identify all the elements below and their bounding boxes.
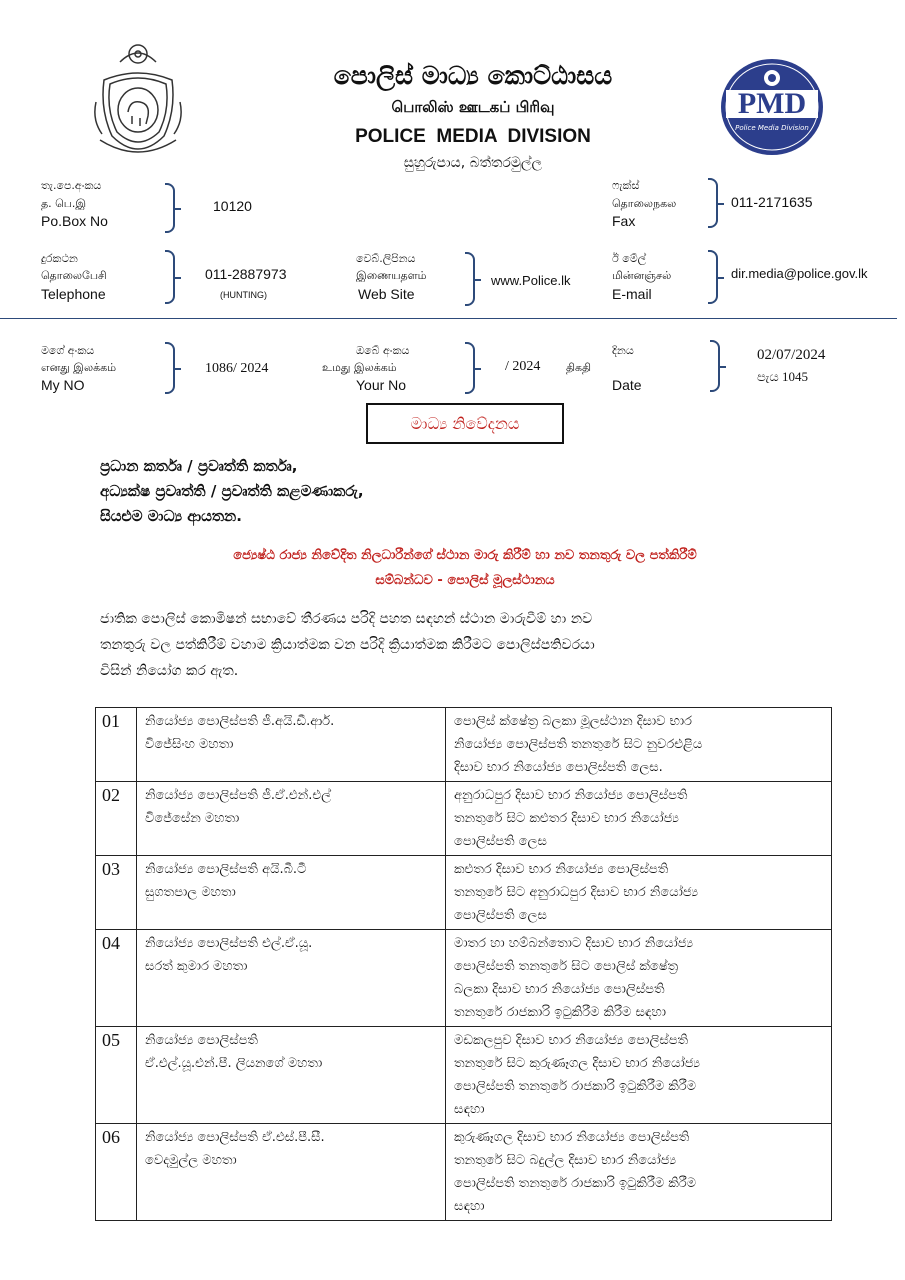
officer-name-line: නියෝජ්‍ය පොලිස්පති අයි.බී.ටී xyxy=(145,862,307,877)
website-value[interactable]: www.Police.lk xyxy=(491,273,571,288)
officer-name-cell xyxy=(137,1027,446,1124)
order-number: 06 xyxy=(96,1124,137,1221)
order-number: 03 xyxy=(96,856,137,930)
table-row xyxy=(96,1027,832,1124)
officer-name-line: විජේසිංහ මහතා xyxy=(145,737,234,752)
my-no-label-si: මගේ අංකය xyxy=(41,344,95,357)
subject-line-1: ජ්‍යෙෂ්ඨ රාජ්‍ය නිවේදිත නිලධාරීන්ගේ ස්ථාන මාරු කිරීම් හා නව තනතුරු වල පත්කිරීම් xyxy=(233,548,697,563)
website-label-en: Web Site xyxy=(358,286,415,302)
pmd-logo-text: PMD xyxy=(737,87,807,120)
officer-name-line: නියෝජ්‍ය පොලිස්පති ඒ.එස්.පී.සී. xyxy=(145,1130,325,1145)
transfer-description-line: පොලිස්පති තනතුරේ රාජකාරි ඉටුකිරීම කිරීම xyxy=(454,1176,697,1191)
transfer-description-line: කළුතර දිසාව භාර නියෝජ්‍ය පොලිස්පති xyxy=(454,862,669,877)
website-label-si: වෙබ්.ලිපිනය xyxy=(356,252,416,265)
date-time: පැය 1045 xyxy=(757,369,809,384)
transfer-description-line: මාතර හා හම්බන්තොට දිසාව භාර නියෝජ්‍ය xyxy=(454,936,694,951)
title-tamil: பொலிஸ் ஊடகப் பிரிவு xyxy=(391,98,555,116)
fax-label-ta: தொலைநகல xyxy=(612,197,677,210)
transfer-description-line: තනතුරේ රාජකාරි ඉටුකිරීම කිරීම සඳහා xyxy=(454,1005,666,1020)
transfer-description-line: අනුරාධපුර දිසාව භාර නියෝජ්‍ය පොලිස්පති xyxy=(454,788,688,803)
body-line-3: විසින් නියෝග කර ඇත. xyxy=(100,663,239,679)
transfer-description-cell xyxy=(446,1124,832,1221)
transfer-description-line: නියෝජ්‍ය පොලිස්පති තනතුරේ සිට නුවරඑළිය xyxy=(454,737,703,752)
table-row xyxy=(96,782,832,856)
email-value[interactable]: dir.media@police.gov.lk xyxy=(731,266,868,281)
date-label-si: දිනය xyxy=(612,344,634,357)
telephone-note: (HUNTING) xyxy=(220,290,267,300)
police-crest-icon xyxy=(90,40,186,160)
transfer-description-line: පොලිස්පති තනතුරේ සිට පොලිස් ක්ෂේත්‍ර xyxy=(454,959,679,974)
email-label-si: ඊ මේල් xyxy=(612,252,647,265)
transfer-description-line: තනතුරේ සිට කළුතර දිසාව භාර නියෝජ්‍ය xyxy=(454,811,679,826)
recipient-line-3: සියළුම මාධ්‍ය ආයතන. xyxy=(100,507,242,525)
transfer-description-line: සඳහා xyxy=(454,1199,485,1214)
officer-name-cell xyxy=(137,1124,446,1221)
website-brace xyxy=(465,252,475,306)
officer-name-line: නියෝජ්‍ය පොලිස්පති xyxy=(145,1033,258,1048)
transfer-description-line: දිසාව භාර නියෝජ්‍ය පොලිස්පති ලෙස. xyxy=(454,760,663,775)
order-number: 02 xyxy=(96,782,137,856)
your-no-label-si: ඔබේ අංකය xyxy=(356,344,410,357)
table-row xyxy=(96,1124,832,1221)
officer-name-line: සුගතපාල මහතා xyxy=(145,885,236,900)
officer-name-line: විජේසේන මහතා xyxy=(145,811,240,826)
my-no-value: 1086/ 2024 xyxy=(205,361,269,376)
transfer-description-cell xyxy=(446,930,832,1027)
notice-title-box xyxy=(366,403,564,444)
header-divider xyxy=(0,318,897,319)
my-no-label-en: My NO xyxy=(41,377,85,393)
date-label-ta: திகதி xyxy=(566,361,592,374)
order-number: 05 xyxy=(96,1027,137,1124)
transfer-description-cell xyxy=(446,782,832,856)
pobox-label-ta: த. பெ.இ xyxy=(41,197,87,210)
pobox-label-en: Po.Box No xyxy=(41,213,108,229)
recipient-line-2: අධ්‍යක්ෂ ප්‍රවෘත්ති / ප්‍රවෘත්ති කළමණාකරු, xyxy=(100,482,364,500)
pobox-value: 10120 xyxy=(213,198,252,214)
fax-brace xyxy=(708,178,718,228)
telephone-label-en: Telephone xyxy=(41,286,106,302)
my-no-label-ta: எனது இலக்கம் xyxy=(41,361,117,374)
email-label-ta: மின்னஞ்சல் xyxy=(612,269,672,282)
officer-name-line: ඒ.එල්.යූ.එන්.පී. ලියනගේ මහතා xyxy=(145,1056,323,1071)
email-label-en: E-mail xyxy=(612,286,652,302)
table-row xyxy=(96,708,832,782)
table-row xyxy=(96,930,832,1027)
telephone-value: 011-2887973 xyxy=(205,266,287,282)
pmd-logo-subtitle: Police Media Division xyxy=(735,124,809,132)
pobox-label-si: තැ.පෙ.අංකය xyxy=(41,179,102,192)
transfer-description-line: පොලිස්පති ලෙස xyxy=(454,908,547,923)
officer-name-line: නියෝජ්‍ය පොලිස්පති ජී.අයි.ඩී.ආර්. xyxy=(145,714,335,729)
recipient-line-1: ප්‍රධාන කර්තෘ / ප්‍රවෘත්ති කර්තෘ, xyxy=(100,457,298,475)
header-address: සුහුරුපාය, බත්තරමුල්ල xyxy=(403,155,543,171)
notice-title: මාධ්‍ය නිවේදනය xyxy=(410,413,520,433)
title-english: POLICE MEDIA DIVISION xyxy=(355,126,591,147)
transfer-description-cell xyxy=(446,1027,832,1124)
pmd-logo xyxy=(720,58,824,156)
officer-name-cell xyxy=(137,708,446,782)
fax-label-en: Fax xyxy=(612,213,636,229)
transfer-description-cell xyxy=(446,856,832,930)
title-sinhala: පොලිස් මාධ්‍ය කොට්ඨාසය xyxy=(333,61,613,90)
transfer-description-line: මඩකලපුව දිසාව භාර නියෝජ්‍ය පොලිස්පති xyxy=(454,1033,689,1048)
date-label-en: Date xyxy=(612,377,642,393)
body-line-2: තනතුරු වල පත්කිරීම් වහාම ක්‍රියාත්මක වන පරිදි ක්‍රියාත්මක කිරීමට පොලිස්පතිවරයා xyxy=(100,637,595,653)
fax-value: 011-2171635 xyxy=(731,194,813,210)
officer-name-line: සරත් කුමාර මහතා xyxy=(145,959,248,974)
your-no-brace xyxy=(465,342,475,394)
officer-name-line: නියෝජ්‍ය පොලිස්පති ජී.ඒ.එන්.එල් xyxy=(145,788,332,803)
transfer-description-line: පොලිස්පති ලෙස xyxy=(454,834,547,849)
your-no-label-ta: உமது இலக்கம் xyxy=(322,361,397,374)
transfer-description-line: පොලිස් ක්ෂේත්‍ර බලකා මූලස්ථාන දිසාව භාර xyxy=(454,714,693,729)
officer-name-line: නියෝජ්‍ය පොලිස්පති එල්.ඒ.යූ. xyxy=(145,936,313,951)
telephone-brace xyxy=(165,250,175,304)
officer-name-cell xyxy=(137,930,446,1027)
transfer-description-line: සඳහා xyxy=(454,1102,485,1117)
transfer-description-line: බලකා දිසාව භාර නියෝජ්‍ය පොලිස්පති xyxy=(454,982,665,997)
website-label-ta: இணையதளம் xyxy=(356,269,427,282)
transfer-description-cell xyxy=(446,708,832,782)
email-brace xyxy=(708,250,718,304)
pobox-brace xyxy=(165,183,175,233)
transfer-orders-table xyxy=(95,707,832,1221)
officer-name-cell xyxy=(137,782,446,856)
officer-name-line: වෙදමුල්ල මහතා xyxy=(145,1153,237,1168)
transfer-description-line: තනතුරේ සිට බදුල්ල දිසාව භාර නියෝජ්‍ය xyxy=(454,1153,677,1168)
order-number: 04 xyxy=(96,930,137,1027)
transfer-description-line: තනතුරේ සිට අනුරාධපුර දිසාව භාර නියෝජ්‍ය xyxy=(454,885,699,900)
my-no-brace xyxy=(165,342,175,394)
order-number: 01 xyxy=(96,708,137,782)
subject-line-2: සම්බන්ධව - පොලිස් මූලස්ථානය xyxy=(375,573,555,588)
transfer-description-line: පොලිස්පති තනතුරේ රාජකාරි ඉටුකිරීම කිරීම xyxy=(454,1079,697,1094)
your-no-value: / 2024 xyxy=(505,359,541,374)
table-row xyxy=(96,856,832,930)
date-value: 02/07/2024 xyxy=(757,347,826,363)
transfer-description-line: තනතුරේ සිට කුරුණෑගල දිසාව භාර නියෝජ්‍ය xyxy=(454,1056,700,1071)
body-line-1: ජාතික පොලිස් කොමිෂන් සභාවේ තීරණය පරිදි පහත සඳහන් ස්ථාන මාරුවීම් හා නව xyxy=(100,611,593,627)
your-no-label-en: Your No xyxy=(356,377,407,393)
fax-label-si: ෆැක්ස් xyxy=(612,179,640,192)
transfer-description-line: කුරුණෑගල දිසාව භාර නියෝජ්‍ය පොලිස්පති xyxy=(454,1130,690,1145)
telephone-label-ta: தொலைபேசி xyxy=(41,269,107,282)
date-brace xyxy=(710,340,720,392)
officer-name-cell xyxy=(137,856,446,930)
telephone-label-si: දුරකථන xyxy=(41,252,78,265)
